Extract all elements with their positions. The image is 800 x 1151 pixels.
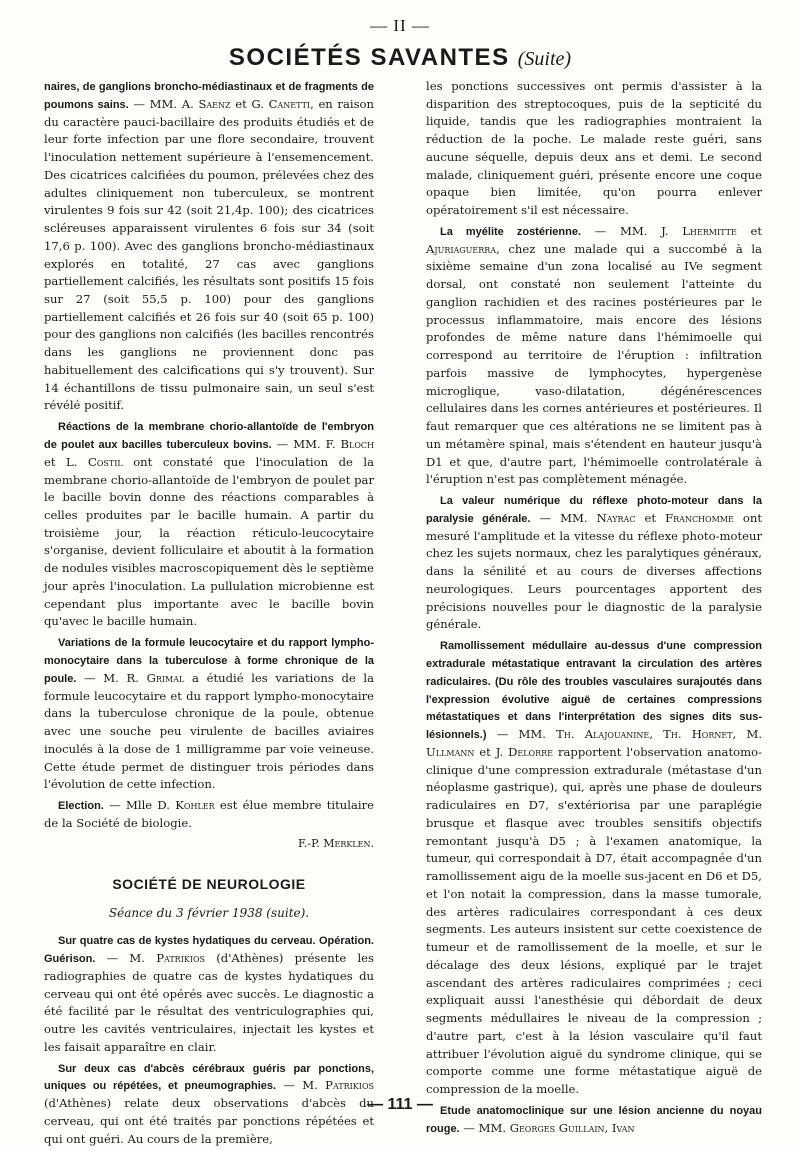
article-title: Réactions de la membrane chorio-allantoïde de l'embryon de poulet aux bacilles tuberculeux bovins.	[44, 421, 374, 451]
running-title	[0, 44, 800, 72]
article-body: a étudié les variations de la formule leucocytaire et du rapport lympho-monocytaire dans la tuberculose chronique de la poule, obtenue avec une souche peu virulente de bacilles aviaires inoculés à la dose de 1 milligramme par voie veineuse. Cette étude permet de distinguer trois périodes dans l'évolution de cette infection.	[44, 670, 375, 792]
session-date: Séance du 3 février 1938 (suite).	[108, 905, 310, 920]
right-column	[426, 78, 762, 1140]
article-election: Election. — Mlle D. Kohler est élue membre titulaire de la Société de biologie.	[44, 798, 374, 830]
author-name: Patrikios	[325, 1078, 374, 1093]
article-body: ont constaté que l'inoculation de la membrane chorio-allantoïde de l'embryon de poulet par le bacille bovin donne des réactions comparables à celles produites par le bacille humain. A partir du troisième jour, la réaction réticulo-leucocytaire s'organise, devient folliculaire et aboutit à la formation de nodules visibles macroscopiquement dès le septième jour après l'inoculation. La pullulation microbienne est cependant plus importante avec le bacille bovin qu'avec le bacille humain.	[44, 454, 374, 629]
article-body: est élue membre titulaire de la Société de biologie.	[44, 798, 374, 830]
article-body: , chez une malade qui a succombé à la sixième semaine d'un zona localisé au IVe segment dorsal, ont constaté non seulement l'atteinte du ganglion rachidien et des racines postérieures par le processus inflammatoire, mais encore des lésions profondes de même nature dans l'hémimoelle qui correspond au territoire de l'éruption : infiltration parfois massive de lymphocytes, hypergenèse microglique, vaso-dilatation, dégénérescences cellulaires dans les cornes antérieures et postérieures. Il faut remarquer que ces altérations ne se limitent pas à un métamère spinal, mais s'étendent en hauteur jusqu'à D1 et que, d'autre part, l'hémimoelle controlatérale à l'éruption n'est pas complètement ménagée.	[426, 241, 762, 487]
section-heading: SOCIÉTÉ DE NEUROLOGIE	[112, 876, 306, 893]
article-title: La valeur numérique du réflexe photo-moteur dans la paralysie générale.	[426, 494, 762, 525]
author-name: Franchomme	[665, 510, 734, 525]
article-myelite-zosterienne: La myélite zostérienne. — MM. J. Lhermitte et Ajuriaguerra, chez une malade qui a succombé à la sixième semaine d'un zona localisé au IVe segment dorsal, ont constaté non seulement l'atteinte du ganglion rachidien et des racines postérieures par le processus inflammatoire, mais encore des lésions profondes de même nature dans l'hémimoelle qui correspond au territoire de l'éruption : infiltration parfois massive de lymphocytes, hypergenèse microglique, vaso-dilatation, dégénérescences cellulaires dans les cornes antérieures et postérieures. Il faut remarquer que ces altérations ne se limitent pas à un métamère spinal, mais s'étendent en hauteur jusqu'à D1 et que, d'autre part, l'hémimoelle controlatérale à l'éruption n'est pas complètement ménagée.	[426, 223, 762, 487]
author-name: Patrikios	[156, 951, 206, 966]
signature: F.-P. Merklen.	[297, 836, 374, 850]
article-title: La myélite zostérienne.	[440, 225, 582, 238]
left-column	[44, 78, 374, 1151]
author-name: Kohler	[175, 798, 215, 813]
article-title: Ramollissement médullaire au-dessus d'une compression extradurale métastatique entravant la circulation des artères radiculaires. (Du rôle des troubles vasculaires surajoutés dans l'expression évolutive aiguë de certaines compressions métastatiques et dans l'interprétation des signes dits sus-lésionnels.)	[426, 640, 762, 742]
author-name: Costil	[87, 454, 123, 469]
author-name: Lhermitte	[682, 223, 737, 238]
article-saenz-canetti: naires, de ganglions broncho-médiastinaux et de fragments de poumons sains. — MM. A. Saenz et G. Canetti, en raison du caractère pauci-bacillaire des produits étudiés et de leur forte infection par une flore secondaire, trouvent l'inoculation nettement supérieure à l'ensemencement. Des cicatrices calcifiées du poumon, prélevées chez des adultes cliniquement non tuberculeux, se montrent virulentes 9 fois sur 42 (soit 21,4p. 100); des cicatrices scléreuses apparaissent virulentes 6 fois sur 34 (soit 17,6 p. 100). Avec des ganglions broncho-médiastinaux explorés en totalité, 27 cas avec ganglions partiellement calcifiés, les résultats sont positifs 15 fois sur 27 (soit 55,5 p. 100) pour des ganglions partiellement calcifiés et 26 fois sur 40 (soit 65 p. 100) pour des ganglions non calcifiés (les bacilles rencontrés dans les ganglions ne proviennent donc pas habituellement des calcifications qui s'y trouvent). Sur 14 échantillons de tissu pulmonaire sain, un seul s'est révélé positif.	[44, 81, 374, 413]
author-name: Grimal	[146, 670, 185, 685]
running-title-suffix: (Suite)	[517, 48, 572, 70]
article-reflexe-photomoteur: La valeur numérique du réflexe photo-moteur dans la paralysie générale. — MM. Nayrac et Franchomme ont mesuré l'amplitude et la vitesse du réflexe photo-moteur chez les sujets normaux, chez les paralytiques généraux, dans la sénilité et au cours de diverses affections neurologiques. Leurs pourcentages apportent des précisions nouvelles pour le diagnostic de la paralysie générale.	[426, 494, 762, 632]
author-name: Nayrac	[596, 510, 636, 525]
author-name: Canetti	[268, 96, 311, 111]
article-noyau-rouge: Etude anatomoclinique sur une lésion ancienne du noyau rouge. — MM. Georges Guillain, Ivan	[426, 1104, 762, 1135]
article-body: rapportent l'observation anatomo-clinique d'une compression extradurale (métastase d'un néoplasme gastrique), qui, après une phase de douleurs radiculaires en D7, s'extériorisa par une paraplégie brusque et flasque avec troubles sensitifs objectifs remontant jusqu'à D5 ; à l'examen anatomique, la tumeur, qui correspondait à D7, était accompagnée d'un ramollissement aigu de la moelle sus-jacent en D6 et D5, et l'on notait la compression, dans la masse tumorale, des artères radiculaires correspondant à ces deux segments. Les auteurs insistent sur cette coexistence de tumeur et de ramollissement de la moelle, et sur le décalage des deux lésions, expliqué par le trajet ascendant des artères radiculaires comprimées ; ceci expliquait aussi l'anesthésie qui débordait de deux segments médullaires le niveau de la compression ; d'autre part, c'est à la lésion vasculaire qu'il faut attribuer l'évolution aiguë du syndrome clinique, qui se comporte comme une forme métastatique aiguë de compression de la moelle.	[426, 745, 762, 1096]
article-title: Etude anatomoclinique sur une lésion ancienne du noyau rouge.	[426, 1104, 762, 1135]
article-patrikios-kystes: Sur quatre cas de kystes hydatiques du cerveau. Opération. Guérison. — M. Patrikios (d'Athènes) présente les radiographies de quatre cas de kystes hydatiques du cerveau qui ont été opérés avec succès. Le diagnostic a été facilité par le résultat des ventriculographies qui, outre les cavités ventriculaires, injectait les kystes et les faisait apparaître en clair.	[44, 935, 374, 1054]
author-name: Georges Guillain, Ivan	[509, 1120, 635, 1135]
article-ramollissement: Ramollissement médullaire au-dessus d'une compression extradurale métastatique entravant la circulation des artères radiculaires. (Du rôle des troubles vasculaires surajoutés dans l'expression évolutive aiguë de certaines compressions métastatiques et dans l'interprétation des signes dits sus-lésionnels.) — MM. Th. Alajouanine, Th. Hornet, M. Ullmann et J. Delorre rapportent l'observation anatomo-clinique d'une compression extradurale (métastase d'un néoplasme gastrique), qui, après une phase de douleurs radiculaires en D7, s'extériorisa par une paraplégie brusque et flasque avec troubles sensitifs objectifs remontant jusqu'à D5 ; à l'examen anatomique, la tumeur, qui correspondait à D7, était accompagnée d'un ramollissement aigu de la moelle sus-jacent en D6 et D5, et l'on notait la compression, dans la masse tumorale, des artères radiculaires correspondant à ces deux segments. Les auteurs insistent sur cette coexistence de tumeur et de ramollissement de la moelle, et sur le décalage des deux lésions, expliqué par le trajet ascendant des artères radiculaires comprimées ; ceci expliquait aussi l'anesthésie qui débordait de deux segments médullaires le niveau de la compression ; d'autre part, c'est à la lésion vasculaire qu'il faut attribuer l'évolution aiguë du syndrome clinique, qui se comporte comme une forme métastatique aiguë de compression de la moelle.	[426, 640, 763, 1096]
author-name: Delorre	[508, 745, 554, 760]
running-title-text: SOCIÉTÉS SAVANTES	[228, 44, 510, 71]
article-continuation	[426, 78, 762, 220]
article-title: naires, de ganglions broncho-médiastinaux et de fragments de poumons sains.	[44, 81, 374, 111]
page-folio: — 111 —	[367, 1096, 433, 1113]
article-body: , en raison du caractère pauci-bacillaire des produits étudiés et de leur forte infection par une flore secondaire, trouvent l'inoculation nettement supérieure à l'ensemencement. Des cicatrices calcifiées du poumon, prélevées chez des adultes cliniquement non tuberculeux, se montrent virulentes 9 fois sur 42 (soit 21,4p. 100); des cicatrices scléreuses apparaissent virulentes 6 fois sur 34 (soit 17,6 p. 100). Avec des ganglions broncho-médiastinaux explorés en totalité, 27 cas avec ganglions partiellement calcifiés, les résultats sont positifs 15 fois sur 27 (soit 55,5 p. 100) pour des ganglions partiellement calcifiés et 26 fois sur 40 (soit 65 p. 100) pour des ganglions non calcifiés (les bacilles rencontrés dans les ganglions ne proviennent donc pas habituellement des calcifications qui s'y trouvent). Sur 14 échantillons de tissu pulmonaire sain, un seul s'est révélé positif.	[44, 96, 374, 413]
article-title: Variations de la formule leucocytaire et du rapport lympho-monocytaire dans la tuberculose à forme chronique de la poule.	[44, 637, 374, 685]
author-name: Th. Alajouanine, Th. Hornet, M. Ullmann	[426, 727, 763, 760]
article-patrikios-abces: Sur deux cas d'abcès cérébraux guéris par ponctions, uniques ou répétées, et pneumographies. — M. Patrikios (d'Athènes) relate deux observations d'abcès du cerveau, qui ont été traités par ponctions répétées et qui ont guéri. Au cours de la première,	[44, 1062, 374, 1146]
article-title: Sur quatre cas de kystes hydatiques du cerveau. Opération. Guérison.	[44, 935, 374, 966]
article-bloch-costil: Réactions de la membrane chorio-allantoïde de l'embryon de poulet aux bacilles tuberculeux bovins. — MM. F. Bloch et L. Costil ont constaté que l'inoculation de la membrane chorio-allantoïde de l'embryon de poulet par le bacille bovin donne des réactions comparables à celles produites par le bacille humain. A partir du troisième jour, la réaction réticulo-leucocytaire s'organise, devient folliculaire et aboutit à la formation de nodules visibles macroscopiquement dès le septième jour après l'inoculation. La pullulation microbienne est cependant plus importante avec le bacille bovin qu'avec le bacille humain.	[44, 421, 374, 629]
author-name: Saenz	[198, 96, 231, 111]
article-body: les ponctions successives ont permis d'assister à la disparition des streptocoques, puis de la septicité du liquide, tandis que les radiographies montraient la réduction de la poche. Le malade reste guéri, sans aucune séquelle, depuis deux ans et demi. Le second malade, cliniquement guéri, présente encore une coque opaque bien limitée, qu'on pourra enlever opératoirement s'il est nécessaire.	[426, 79, 762, 218]
author-name: Ajuriaguerra	[426, 241, 497, 256]
article-body: ont mesuré l'amplitude et la vitesse du réflexe photo-moteur chez les sujets normaux, chez les paralytiques généraux, dans la sénilité et au cours de diverses affections neurologiques. Leurs pourcentages apportent des précisions nouvelles pour le diagnostic de la paralysie générale.	[426, 510, 762, 632]
article-grimal: Variations de la formule leucocytaire et du rapport lympho-monocytaire dans la tuberculose à forme chronique de la poule. — M. R. Grimal a étudié les variations de la formule leucocytaire et du rapport lympho-monocytaire dans la tuberculose chronique de la poule, obtenue avec une souche peu virulente de bacilles aviaires inoculés à la dose de 1 milligramme par voie veineuse. Cette étude permet de distinguer trois périodes dans l'évolution de cette infection.	[44, 637, 375, 792]
article-body: (d'Athènes) présente les radiographies de quatre cas de kystes hydatiques du cerveau qui ont été opérés avec succès. Le diagnostic a été facilité par le résultat des ventriculographies qui, outre les cavités ventriculaires, injectait les kystes et les faisait apparaître en clair.	[44, 951, 374, 1054]
article-body: (d'Athènes) relate deux observations d'abcès du cerveau, qui ont été traités par ponctions répétées et qui ont guéri. Au cours de la première,	[44, 1096, 374, 1146]
author-name: Bloch	[340, 436, 374, 451]
article-title: Election.	[58, 800, 104, 813]
article-title: Sur deux cas d'abcès cérébraux guéris par ponctions, uniques ou répétées, et pneumographies.	[44, 1062, 374, 1093]
page-roman-number: — II —	[370, 16, 430, 35]
